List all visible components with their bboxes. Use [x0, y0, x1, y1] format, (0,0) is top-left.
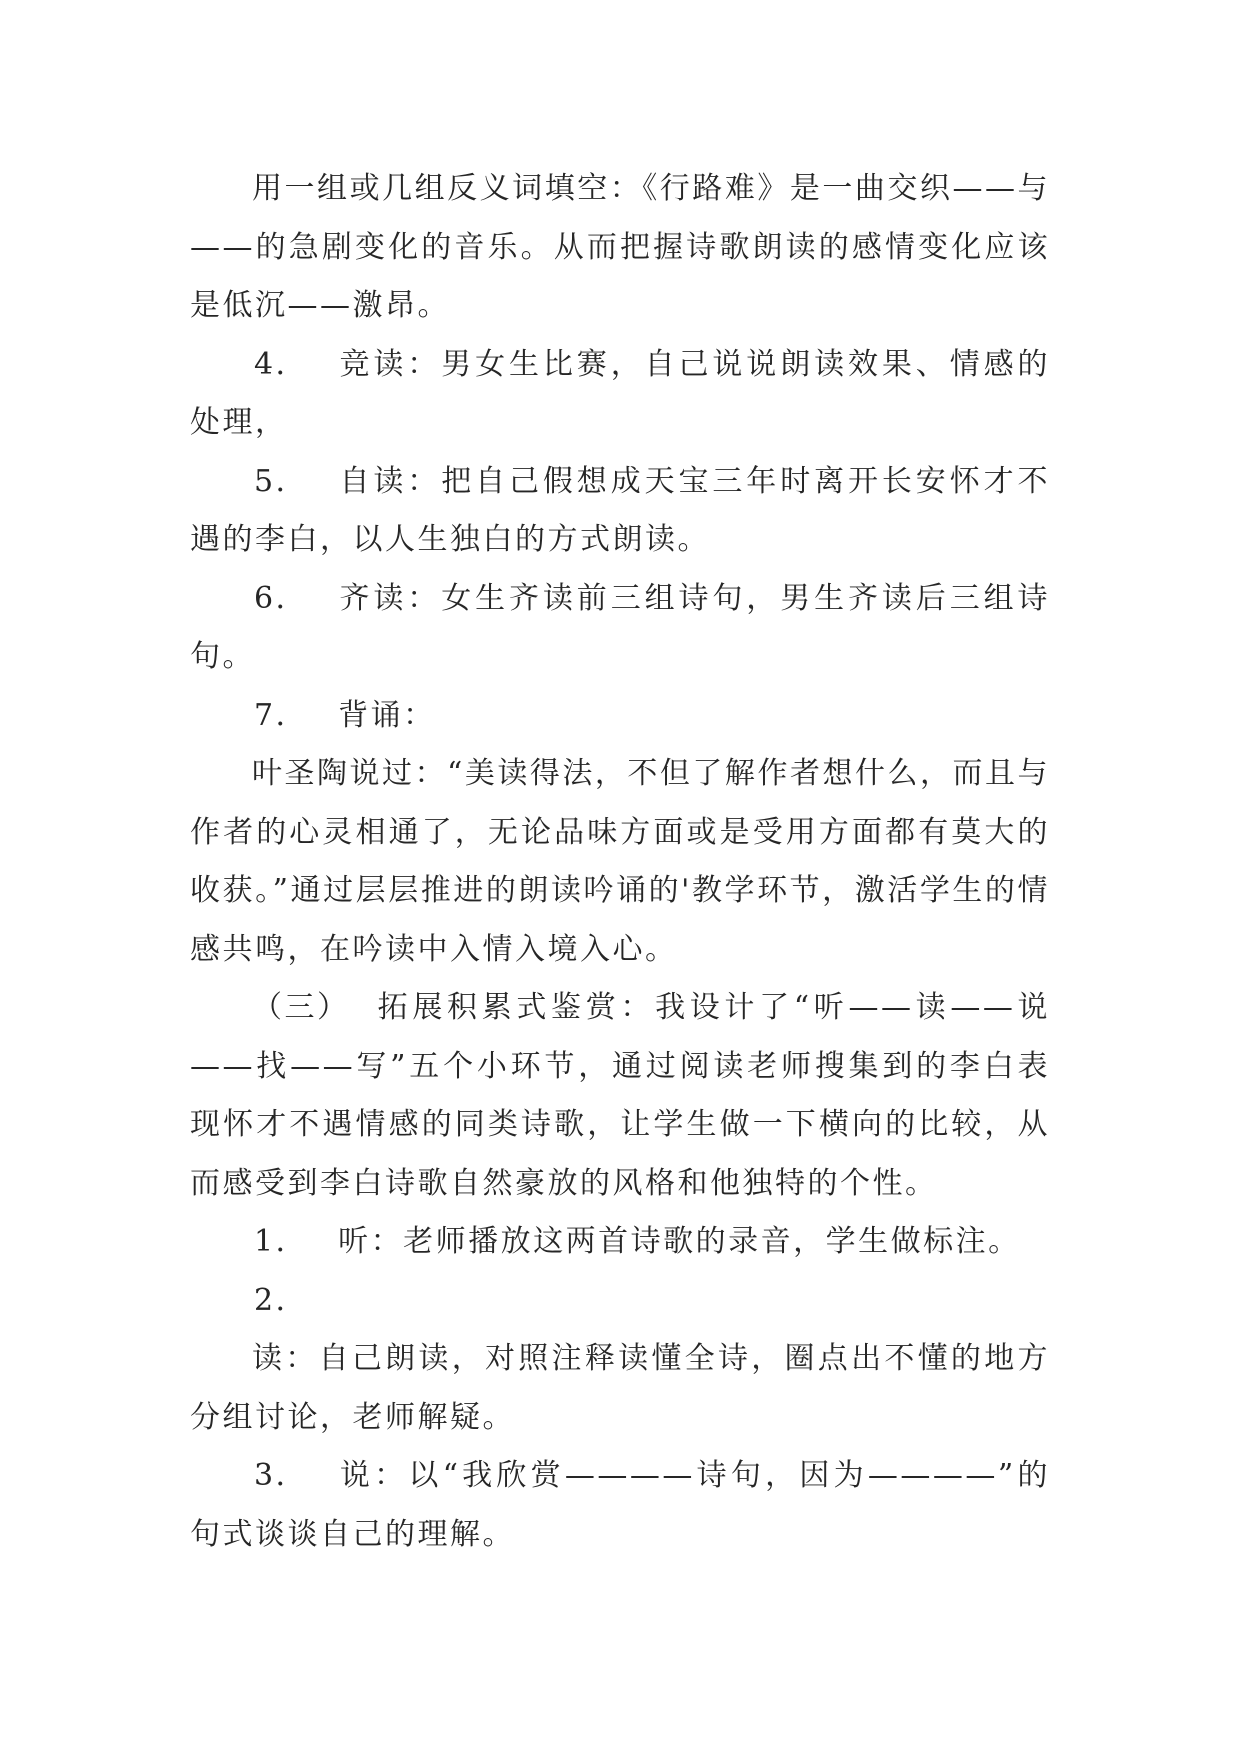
item-text: 背诵： [338, 697, 436, 733]
paragraph-antonym-fill [190, 160, 1050, 336]
item-number: 4． [254, 346, 309, 382]
item-number: 3． [254, 1458, 309, 1493]
paragraph-read-step [190, 1330, 1050, 1447]
list-item-3 [190, 1447, 1050, 1564]
item-number: 5． [254, 463, 309, 499]
list-item-4 [190, 336, 1050, 453]
paragraph-text: 用一组或几组反义词填空：《行路难》是一曲交织——与——的急剧变化的音乐。从而把握诗歌朗读的感情变化应该是低沉——激昂。 [190, 171, 1050, 323]
item-text: 说：以“我欣赏————诗句，因为————”的句式谈谈自己的理解。 [190, 1458, 1050, 1552]
paragraph-text: 叶圣陶说过：“美读得法，不但了解作者想什么，而且与作者的心灵相通了，无论品味方面或是受用方面都有莫大的收获。”通过层层推进的朗读吟诵的'教学环节，激活学生的情感共鸣，在吟读中入情入境入心。 [190, 756, 1050, 967]
item-text: 竞读：男女生比赛，自己说说朗读效果、情感的处理， [190, 346, 1050, 440]
item-text: 自读：把自己假想成天宝三年时离开长安怀才不遇的李白，以人生独白的方式朗读。 [190, 463, 1050, 557]
section-three [190, 979, 1050, 1213]
list-item-1 [190, 1213, 1050, 1272]
item-number: 1． [254, 1224, 309, 1259]
item-number: 2． [254, 1282, 309, 1318]
paragraph-text: 读：自己朗读，对照注释读懂全诗，圈点出不懂的地方分组讨论，老师解疑。 [190, 1341, 1050, 1435]
item-number: 6． [254, 580, 309, 616]
paragraph-ye-shengtao-quote [190, 745, 1050, 979]
section-number: （三） [252, 990, 350, 1025]
list-item-5 [190, 453, 1050, 570]
item-text: 齐读：女生齐读前三组诗句，男生齐读后三组诗句。 [190, 580, 1050, 674]
item-number: 7． [254, 697, 309, 733]
document-body [190, 160, 1050, 1564]
list-item-2 [190, 1272, 1050, 1331]
list-item-6 [190, 570, 1050, 687]
section-text: 拓展积累式鉴赏：我设计了“听——读——说——找——写”五个小环节，通过阅读老师搜集到的李白表现怀才不遇情感的同类诗歌，让学生做一下横向的比较，从而感受到李白诗歌自然豪放的风格和他独特的个性。 [190, 990, 1050, 1201]
item-text: 听：老师播放这两首诗歌的录音，学生做标注。 [338, 1224, 1021, 1259]
list-item-7 [190, 687, 1050, 746]
